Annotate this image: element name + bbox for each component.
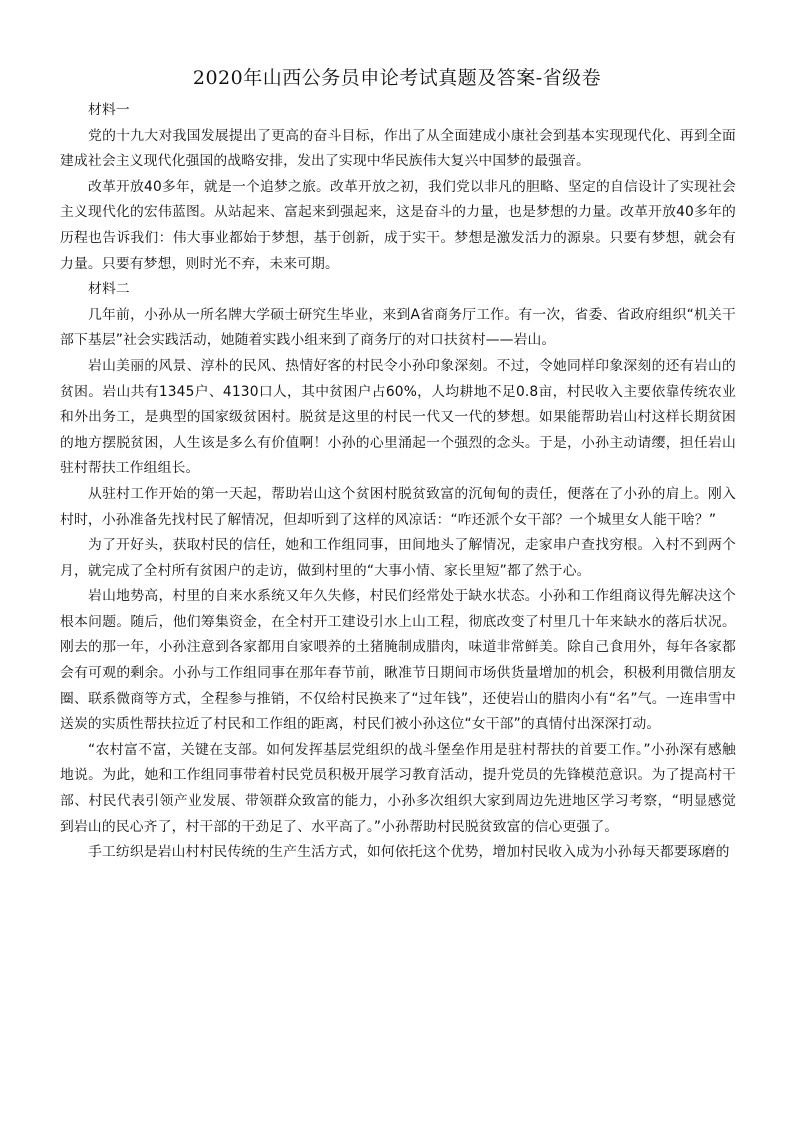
body-paragraph: 从驻村工作开始的第一天起，帮助岩山这个贫困村脱贫致富的沉甸甸的责任，便落在了小孙的肩上。刚入村时，小孙准备先找村民了解情况，但却听到了这样的风凉话：“咋还派个女干部？一个城里女人能干啥？” [60, 485, 736, 528]
document-body [60, 98, 736, 866]
section-heading: 材料一 [88, 102, 130, 118]
body-paragraph: 为了开好头，获取村民的信任，她和工作组同事，田间地头了解情况，走家串户查找穷根。入村不到两个月，就完成了全村所有贫困户的走访，做到村里的“大事小情、家长里短”都了然于心。 [60, 537, 736, 579]
body-paragraph: 改革开放40多年，就是一个追梦之旅。改革开放之初，我们党以非凡的胆略、坚定的自信设计了实现社会主义现代化的宏伟蓝图。从站起来、富起来到强起来，这是奋斗的力量，也是梦想的力量。改革开放40多年的历程也告诉我们：伟大事业都始于梦想，基于创新，成于实干。梦想是激发活力的源泉。只要有梦想，就会有力量。只要有梦想，则时光不弃，未来可期。 [60, 178, 736, 272]
body-paragraph: “农村富不富，关键在支部。如何发挥基层党组织的战斗堡垒作用是驻村帮扶的首要工作。”小孙深有感触地说。为此，她和工作组同事带着村民党员积极开展学习教育活动，提升党员的先锋模范意识。为了提高村干部、村民代表引领产业发展、带领群众致富的能力，小孙多次组织大家到周边先进地区学习考察，“明显感觉到岩山的民心齐了，村干部的干劲足了、水平高了。”小孙帮助村民脱贫致富的信心更强了。 [60, 741, 736, 835]
body-paragraph: 岩山美丽的风景、淳朴的民风、热情好客的村民令小孙印象深刻。不过，令她同样印象深刻的还有岩山的贫困。岩山共有1345户、4130口人，其中贫困户占60%，人均耕地不足0.8亩，村民收入主要依靠传统农业和外出务工，是典型的国家级贫困村。脱贫是这里的村民一代又一代的梦想。如果能帮助岩山村这样长期贫困的地方摆脱贫困，人生该是多么有价值啊！小孙的心里涌起一个强烈的念头。于是，小孙主动请缨，担任岩山驻村帮扶工作组组长。 [60, 357, 736, 477]
body-paragraph: 党的十九大对我国发展提出了更高的奋斗目标，作出了从全面建成小康社会到基本实现现代化、再到全面建成社会主义现代化强国的战略安排，发出了实现中华民族伟大复兴中国梦的最强音。 [60, 127, 736, 170]
document-title: 2020年山西公务员申论考试真题及答案-省级卷 [192, 67, 602, 89]
body-paragraph: 几年前，小孙从一所名牌大学硕士研究生毕业，来到A省商务厅工作。有一次，省委、省政府组织“机关干部下基层”社会实践活动，她随着实践小组来到了商务厅的对口扶贫村——岩山。 [60, 306, 736, 349]
body-paragraph: 岩山地势高，村里的自来水系统又年久失修，村民们经常处于缺水状态。小孙和工作组商议得先解决这个根本问题。随后，他们筹集资金，在全村开工建设引水上山工程，彻底改变了村里几十年来缺水的落后状况。刚去的那一年，小孙注意到各家都用自家喂养的土猪腌制成腊肉，味道非常鲜美。除自己食用外，每年各家都会有可观的剩余。小孙与工作组同事在那年春节前，瞅准节日期间市场供货量增加的机会，积极利用微信朋友圈、联系微商等方式，全程参与推销，不仅给村民换来了“过年钱”，还使岩山的腊肉小有“名”气。一连串雪中送炭的实质性帮扶拉近了村民和工作组的距离，村民们被小孙这位“女干部”的真情付出深深打动。 [60, 588, 736, 733]
section-heading: 材料二 [88, 281, 130, 298]
body-paragraph: 手工纺织是岩山村村民传统的生产生活方式，如何依托这个优势，增加村民收入成为小孙每天都要琢磨的 [88, 844, 730, 861]
